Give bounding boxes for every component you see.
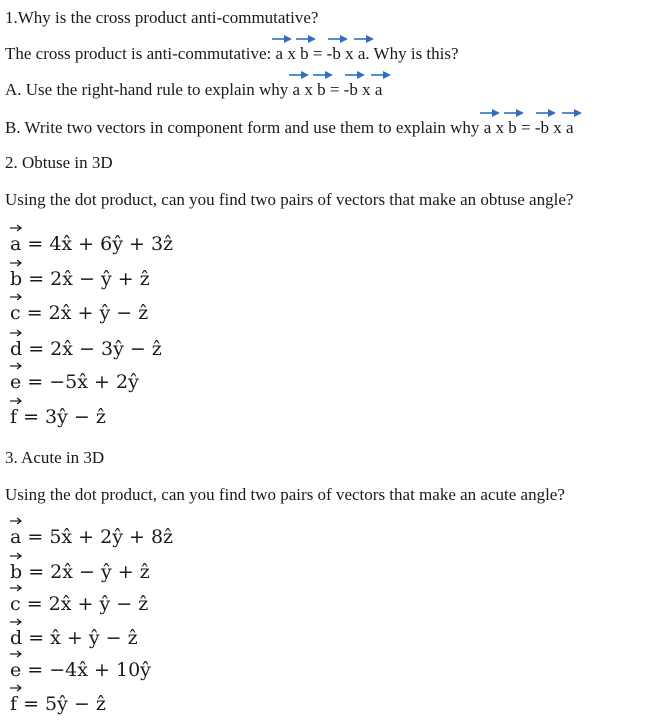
- vector-equation: c = 2x̂ + ŷ − ẑ: [10, 592, 148, 616]
- vector-a: a: [358, 44, 366, 64]
- q2-title: 2. Obtuse in 3D: [5, 153, 113, 172]
- vector-equation: a = 4x̂ + 6ŷ + 3ẑ: [10, 232, 173, 256]
- vector-arrow-icon: [9, 259, 23, 267]
- vector-a: a: [293, 80, 301, 100]
- vector-a: a: [484, 118, 492, 138]
- q2-prompt: Using the dot product, can you find two pairs of vectors that make an obtuse angle?: [5, 190, 574, 209]
- vector-arrow-icon: [9, 293, 23, 301]
- q1-part-b: B. Write two vectors in component form and use them to explain why a x b = -b x a: [5, 118, 574, 138]
- vector-b: b: [332, 44, 341, 64]
- vector-arrow-icon: [562, 108, 582, 118]
- vector-equation: f = 3ŷ − ẑ: [10, 405, 106, 429]
- vector-equation: a = 5x̂ + 2ŷ + 8ẑ: [10, 525, 173, 549]
- vector-arrow-icon: [536, 108, 556, 118]
- q1-title: 1.Why is the cross product anti-commutative?: [5, 8, 319, 27]
- vector-arrow-icon: [9, 618, 23, 626]
- q1-intro: The cross product is anti-commutative: a x b = -b x a . Why is this?: [5, 44, 459, 64]
- vector-equation: e = −5x̂ + 2ŷ: [10, 370, 139, 394]
- vector-arrow-icon: [289, 70, 309, 80]
- vector-a: a: [276, 44, 284, 64]
- vector-a: a: [566, 118, 574, 138]
- vector-b: b: [508, 118, 517, 138]
- vector-equation: d = 2x̂ − 3ŷ − ẑ: [10, 337, 162, 361]
- vector-equation: e = −4x̂ + 10ŷ: [10, 658, 151, 682]
- vector-b: b: [349, 80, 358, 100]
- vector-b: b: [540, 118, 549, 138]
- q1-part-a: A. Use the right-hand rule to explain why a x b = -b x a: [5, 80, 382, 100]
- vector-arrow-icon: [296, 34, 316, 44]
- vector-equation: b = 2x̂ − ŷ + ẑ: [10, 560, 150, 584]
- vector-arrow-icon: [9, 517, 23, 525]
- vector-arrow-icon: [9, 584, 23, 592]
- vector-arrow-icon: [9, 329, 23, 337]
- vector-arrow-icon: [9, 684, 23, 692]
- vector-arrow-icon: [371, 70, 391, 80]
- vector-arrow-icon: [480, 108, 500, 118]
- vector-arrow-icon: [9, 552, 23, 560]
- q3-prompt: Using the dot product, can you find two pairs of vectors that make an acute angle?: [5, 485, 565, 504]
- vector-b: b: [317, 80, 326, 100]
- vector-b: b: [300, 44, 309, 64]
- vector-arrow-icon: [345, 70, 365, 80]
- vector-arrow-icon: [354, 34, 374, 44]
- vector-equation: b = 2x̂ − ŷ + ẑ: [10, 267, 150, 291]
- vector-arrow-icon: [328, 34, 348, 44]
- vector-equation: d = x̂ + ŷ − ẑ: [10, 626, 138, 650]
- vector-equation: c = 2x̂ + ŷ − ẑ: [10, 301, 148, 325]
- vector-equation: f = 5ŷ − ẑ: [10, 692, 106, 716]
- vector-a: a: [375, 80, 383, 100]
- vector-arrow-icon: [9, 224, 23, 232]
- vector-arrow-icon: [9, 650, 23, 658]
- vector-arrow-icon: [9, 362, 23, 370]
- vector-arrow-icon: [9, 397, 23, 405]
- q3-title: 3. Acute in 3D: [5, 448, 105, 467]
- vector-arrow-icon: [313, 70, 333, 80]
- vector-arrow-icon: [504, 108, 524, 118]
- vector-arrow-icon: [272, 34, 292, 44]
